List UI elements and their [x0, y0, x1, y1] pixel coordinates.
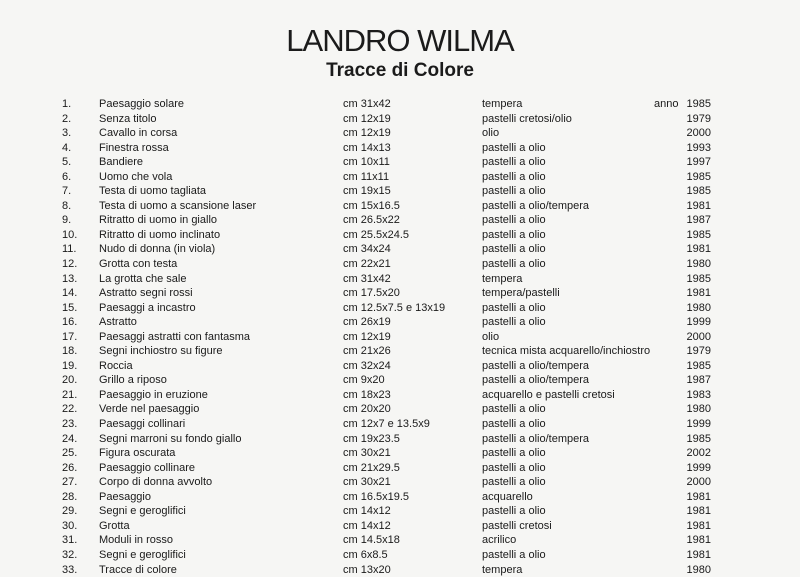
- work-size: cm 13x20: [343, 563, 391, 577]
- work-title: Paesaggi a incastro: [99, 301, 196, 316]
- work-number: 13.: [62, 272, 77, 287]
- work-number: 32.: [62, 548, 77, 563]
- work-size: cm 14x12: [343, 504, 391, 519]
- work-technique: pastelli a olio: [482, 548, 546, 563]
- work-year: 2000: [680, 475, 711, 490]
- work-title: Senza titolo: [99, 112, 156, 127]
- work-title: Paesaggio solare: [99, 97, 184, 112]
- work-number: 30.: [62, 519, 77, 534]
- work-technique: pastelli a olio/tempera: [482, 432, 589, 447]
- work-title: Segni e geroglifici: [99, 504, 186, 519]
- work-title: Grotta: [99, 519, 130, 534]
- work-year: 1979: [680, 344, 711, 359]
- work-technique: pastelli a olio: [482, 184, 546, 199]
- work-title: Segni inchiostro su figure: [99, 344, 223, 359]
- work-title: Paesaggio in eruzione: [99, 388, 208, 403]
- work-row: [0, 126, 800, 141]
- work-row: [0, 344, 800, 359]
- work-size: cm 11x11: [343, 170, 389, 185]
- work-technique: pastelli a olio: [482, 155, 546, 170]
- work-row: [0, 272, 800, 287]
- work-title: Ritratto di uomo in giallo: [99, 213, 217, 228]
- work-title: Tracce di colore: [99, 563, 177, 577]
- work-technique: pastelli a olio: [482, 301, 546, 316]
- work-technique: pastelli a olio/tempera: [482, 359, 589, 374]
- work-title: Bandiere: [99, 155, 143, 170]
- work-size: cm 25.5x24.5: [343, 228, 409, 243]
- works-list: [0, 97, 800, 577]
- work-year: 1981: [680, 242, 711, 257]
- work-size: cm 12.5x7.5 e 13x19: [343, 301, 445, 316]
- work-year: 1985: [680, 228, 711, 243]
- work-row: [0, 417, 800, 432]
- work-technique: pastelli a olio: [482, 475, 546, 490]
- work-size: cm 34x24: [343, 242, 391, 257]
- work-year: 1987: [680, 373, 711, 388]
- work-technique: pastelli a olio/tempera: [482, 373, 589, 388]
- work-year: 1985: [680, 359, 711, 374]
- work-year: 1981: [680, 286, 711, 301]
- work-technique: pastelli a olio: [482, 242, 546, 257]
- work-size: cm 21x26: [343, 344, 391, 359]
- work-year: 1981: [680, 548, 711, 563]
- work-year: 1983: [680, 388, 711, 403]
- work-number: 27.: [62, 475, 77, 490]
- work-technique: acquarello: [482, 490, 533, 505]
- work-technique: pastelli a olio: [482, 504, 546, 519]
- work-title: Verde nel paesaggio: [99, 402, 199, 417]
- work-row: [0, 315, 800, 330]
- work-technique: pastelli a olio: [482, 315, 546, 330]
- exhibition-title: Tracce di Colore: [0, 60, 800, 82]
- work-number: 12.: [62, 257, 77, 272]
- work-size: cm 21x29.5: [343, 461, 400, 476]
- work-number: 18.: [62, 344, 77, 359]
- work-technique: pastelli a olio: [482, 213, 546, 228]
- work-size: cm 6x8.5: [343, 548, 388, 563]
- work-row: [0, 504, 800, 519]
- work-row: [0, 490, 800, 505]
- work-title: Ritratto di uomo inclinato: [99, 228, 220, 243]
- work-row: [0, 563, 800, 577]
- work-row: [0, 432, 800, 447]
- work-row: [0, 286, 800, 301]
- work-technique: pastelli a olio: [482, 402, 546, 417]
- work-year: 1985: [680, 432, 711, 447]
- work-number: 7.: [62, 184, 71, 199]
- work-number: 26.: [62, 461, 77, 476]
- work-size: cm 14x12: [343, 519, 391, 534]
- work-size: cm 12x19: [343, 112, 391, 127]
- work-number: 19.: [62, 359, 77, 374]
- work-row: [0, 461, 800, 476]
- work-technique: tempera: [482, 563, 522, 577]
- artist-name: LANDRO WILMA: [0, 24, 800, 58]
- work-year: 1999: [680, 461, 711, 476]
- work-technique: pastelli a olio: [482, 446, 546, 461]
- work-row: [0, 213, 800, 228]
- work-size: cm 31x42: [343, 272, 391, 287]
- work-size: cm 26x19: [343, 315, 391, 330]
- work-number: 22.: [62, 402, 77, 417]
- work-number: 29.: [62, 504, 77, 519]
- work-year: 1987: [680, 213, 711, 228]
- work-row: [0, 257, 800, 272]
- work-year: 1980: [680, 402, 711, 417]
- work-technique: acquarello e pastelli cretosi: [482, 388, 615, 403]
- work-row: [0, 402, 800, 417]
- work-technique: pastelli a olio: [482, 141, 546, 156]
- work-number: 24.: [62, 432, 77, 447]
- work-title: La grotta che sale: [99, 272, 186, 287]
- work-number: 4.: [62, 141, 71, 156]
- work-number: 2.: [62, 112, 71, 127]
- work-technique: olio: [482, 330, 499, 345]
- work-number: 16.: [62, 315, 77, 330]
- work-year: 1980: [680, 563, 711, 577]
- work-row: [0, 170, 800, 185]
- work-row: [0, 373, 800, 388]
- work-title: Figura oscurata: [99, 446, 175, 461]
- work-year: 1981: [680, 199, 711, 214]
- work-size: cm 12x7 e 13.5x9: [343, 417, 430, 432]
- work-title: Paesaggi collinari: [99, 417, 185, 432]
- work-year: 1985: [680, 184, 711, 199]
- work-year: 2002: [680, 446, 711, 461]
- work-title: Testa di uomo tagliata: [99, 184, 206, 199]
- work-number: 17.: [62, 330, 77, 345]
- work-technique: pastelli a olio: [482, 461, 546, 476]
- work-year: 1985: [680, 97, 711, 112]
- work-number: 3.: [62, 126, 71, 141]
- work-number: 33.: [62, 563, 77, 577]
- work-year: 1985: [680, 170, 711, 185]
- work-number: 31.: [62, 533, 77, 548]
- work-title: Paesaggio: [99, 490, 151, 505]
- work-title: Segni marroni su fondo giallo: [99, 432, 241, 447]
- work-technique: tempera: [482, 97, 522, 112]
- work-year: 1999: [680, 417, 711, 432]
- work-number: 21.: [62, 388, 77, 403]
- work-row: [0, 330, 800, 345]
- work-number: 9.: [62, 213, 71, 228]
- work-size: cm 22x21: [343, 257, 391, 272]
- work-row: [0, 446, 800, 461]
- work-technique: acrilico: [482, 533, 516, 548]
- work-technique: olio: [482, 126, 499, 141]
- work-number: 25.: [62, 446, 77, 461]
- work-year: 1993: [680, 141, 711, 156]
- work-size: cm 32x24: [343, 359, 391, 374]
- work-number: 6.: [62, 170, 71, 185]
- work-technique: pastelli a olio/tempera: [482, 199, 589, 214]
- work-row: [0, 519, 800, 534]
- work-technique: pastelli a olio: [482, 170, 546, 185]
- work-size: cm 19x15: [343, 184, 391, 199]
- work-size: cm 14.5x18: [343, 533, 400, 548]
- work-year: 1980: [680, 257, 711, 272]
- work-year: 1997: [680, 155, 711, 170]
- work-technique: pastelli a olio: [482, 257, 546, 272]
- work-size: cm 26.5x22: [343, 213, 400, 228]
- work-technique: pastelli cretosi/olio: [482, 112, 572, 127]
- work-number: 1.: [62, 97, 71, 112]
- work-number: 10.: [62, 228, 77, 243]
- work-number: 8.: [62, 199, 71, 214]
- work-row: [0, 155, 800, 170]
- work-year: 2000: [680, 126, 711, 141]
- work-size: cm 19x23.5: [343, 432, 400, 447]
- work-row: [0, 141, 800, 156]
- work-year: 1981: [680, 533, 711, 548]
- work-technique: tecnica mista acquarello/inchiostro: [482, 344, 650, 359]
- work-technique: pastelli cretosi: [482, 519, 552, 534]
- work-year: 1980: [680, 301, 711, 316]
- work-title: Grotta con testa: [99, 257, 177, 272]
- work-title: Grillo a riposo: [99, 373, 167, 388]
- work-size: cm 14x13: [343, 141, 391, 156]
- work-size: cm 17.5x20: [343, 286, 400, 301]
- work-size: cm 15x16.5: [343, 199, 400, 214]
- work-year: 1985: [680, 272, 711, 287]
- work-year: 1981: [680, 519, 711, 534]
- work-title: Moduli in rosso: [99, 533, 173, 548]
- work-technique: tempera: [482, 272, 522, 287]
- work-number: 15.: [62, 301, 77, 316]
- work-title: Testa di uomo a scansione laser: [99, 199, 256, 214]
- work-technique: tempera/pastelli: [482, 286, 560, 301]
- work-row: [0, 533, 800, 548]
- work-size: cm 12x19: [343, 126, 391, 141]
- work-title: Astratto segni rossi: [99, 286, 193, 301]
- work-title: Astratto: [99, 315, 137, 330]
- work-row: [0, 475, 800, 490]
- work-row: [0, 184, 800, 199]
- work-size: cm 30x21: [343, 446, 391, 461]
- work-size: cm 16.5x19.5: [343, 490, 409, 505]
- work-title: Paesaggi astratti con fantasma: [99, 330, 250, 345]
- work-row: [0, 199, 800, 214]
- work-row: [0, 228, 800, 243]
- work-row: [0, 112, 800, 127]
- work-size: cm 10x11: [343, 155, 390, 170]
- work-title: Finestra rossa: [99, 141, 169, 156]
- work-size: cm 9x20: [343, 373, 385, 388]
- work-row: [0, 97, 800, 112]
- work-row: [0, 301, 800, 316]
- work-title: Corpo di donna avvolto: [99, 475, 212, 490]
- work-row: [0, 359, 800, 374]
- work-row: [0, 548, 800, 563]
- work-year: 1979: [680, 112, 711, 127]
- work-size: cm 31x42: [343, 97, 391, 112]
- work-title: Nudo di donna (in viola): [99, 242, 215, 257]
- work-size: cm 30x21: [343, 475, 391, 490]
- work-number: 28.: [62, 490, 77, 505]
- work-technique: pastelli a olio: [482, 228, 546, 243]
- work-number: 20.: [62, 373, 77, 388]
- work-number: 11.: [62, 242, 76, 257]
- work-row: [0, 388, 800, 403]
- work-title: Roccia: [99, 359, 133, 374]
- work-title: Segni e geroglifici: [99, 548, 186, 563]
- work-title: Uomo che vola: [99, 170, 172, 185]
- year-column-label: anno: [654, 97, 678, 112]
- work-size: cm 12x19: [343, 330, 391, 345]
- work-number: 5.: [62, 155, 71, 170]
- work-title: Cavallo in corsa: [99, 126, 177, 141]
- work-year: 1981: [680, 504, 711, 519]
- work-technique: pastelli a olio: [482, 417, 546, 432]
- work-year: 1999: [680, 315, 711, 330]
- work-row: [0, 242, 800, 257]
- work-year: 1981: [680, 490, 711, 505]
- work-size: cm 18x23: [343, 388, 391, 403]
- work-title: Paesaggio collinare: [99, 461, 195, 476]
- work-size: cm 20x20: [343, 402, 391, 417]
- work-year: 2000: [680, 330, 711, 345]
- work-number: 14.: [62, 286, 77, 301]
- work-number: 23.: [62, 417, 77, 432]
